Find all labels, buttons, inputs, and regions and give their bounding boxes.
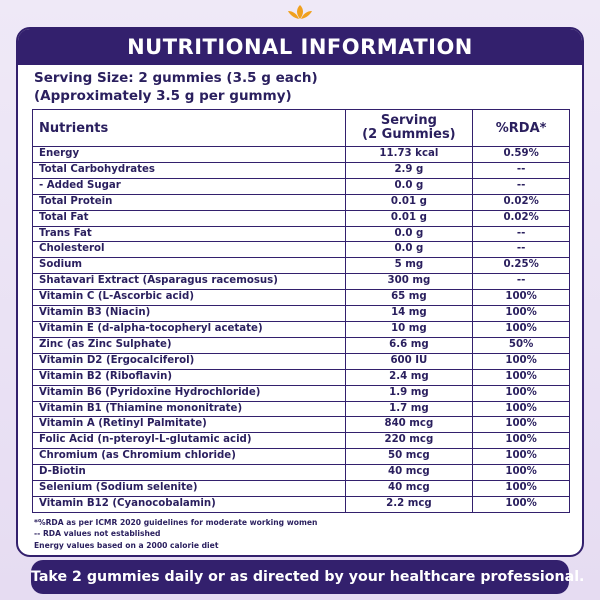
table-row [33,178,570,194]
table-row [33,162,570,178]
rda-value: -- [473,226,570,242]
nutrient-name: Vitamin B3 (Niacin) [33,306,346,322]
table-row [33,242,570,258]
header-serving [345,110,473,147]
serving-size-line: Serving Size: 2 gummies (3.5 g each) [34,70,318,86]
header-rda: %RDA* [473,110,570,147]
serving-value: 0.0 g [345,226,473,242]
table-row [33,449,570,465]
serving-value: 14 mg [345,306,473,322]
dosage-banner: Take 2 gummies daily or as directed by your healthcare professional. [31,560,569,594]
nutrient-name: Folic Acid (n-pteroyl-L-glutamic acid) [33,433,346,449]
serving-value: 1.7 mg [345,401,473,417]
nutrient-name: Trans Fat [33,226,346,242]
rda-value: 0.25% [473,258,570,274]
nutrient-name: Cholesterol [33,242,346,258]
table-row [33,226,570,242]
nutrient-name: Vitamin D2 (Ergocalciferol) [33,353,346,369]
leaf-sprig-icon [286,4,314,20]
nutrition-panel [16,27,584,557]
serving-value: 40 mcg [345,465,473,481]
header-serving-line2: (2 Gummies) [362,127,456,142]
rda-value: -- [473,162,570,178]
rda-value: -- [473,274,570,290]
rda-value: 100% [473,433,570,449]
rda-value: -- [473,242,570,258]
table-header-row [33,110,570,147]
footnote-not-established: -- RDA values not established [34,529,161,539]
rda-value: 100% [473,465,570,481]
table-row [33,337,570,353]
nutrient-name: Vitamin E (d-alpha-tocopheryl acetate) [33,321,346,337]
table-row [33,401,570,417]
footnote-energy: Energy values based on a 2000 calorie diet [34,540,219,550]
nutrient-name: D-Biotin [33,465,346,481]
table-row [33,290,570,306]
rda-value: 100% [473,496,570,512]
table-row [33,465,570,481]
nutrient-name: Chromium (as Chromium chloride) [33,449,346,465]
footnote-rda: *%RDA as per ICMR 2020 guidelines for moderate working women [34,517,318,527]
serving-value: 10 mg [345,321,473,337]
serving-value: 40 mcg [345,481,473,497]
serving-value: 840 mcg [345,417,473,433]
serving-value: 1.9 mg [345,385,473,401]
serving-value: 300 mg [345,274,473,290]
serving-info [18,65,582,109]
rda-value: 100% [473,385,570,401]
rda-value: 100% [473,481,570,497]
nutrition-table [32,109,570,513]
rda-value: 100% [473,353,570,369]
serving-value: 600 IU [345,353,473,369]
serving-value: 0.0 g [345,242,473,258]
nutrient-name: Selenium (Sodium selenite) [33,481,346,497]
serving-value: 2.4 mg [345,369,473,385]
rda-value: 50% [473,337,570,353]
table-row [33,481,570,497]
nutrient-name: Shatavari Extract (Asparagus racemosus) [33,274,346,290]
serving-value: 220 mcg [345,433,473,449]
rda-value: 100% [473,321,570,337]
table-row [33,433,570,449]
nutrient-name: Energy [33,147,346,163]
header-serving-line1: Serving [380,113,437,128]
rda-value: 0.02% [473,210,570,226]
table-row [33,194,570,210]
serving-value: 0.01 g [345,194,473,210]
table-row [33,417,570,433]
nutrient-name: Zinc (as Zinc Sulphate) [33,337,346,353]
table-row [33,306,570,322]
rda-value: 100% [473,449,570,465]
nutrient-name: Total Protein [33,194,346,210]
rda-value: -- [473,178,570,194]
table-row [33,385,570,401]
serving-value: 6.6 mg [345,337,473,353]
table-row [33,321,570,337]
serving-value: 65 mg [345,290,473,306]
nutrient-name: Vitamin A (Retinyl Palmitate) [33,417,346,433]
table-row [33,496,570,512]
rda-value: 0.02% [473,194,570,210]
nutrient-name: Vitamin B1 (Thiamine mononitrate) [33,401,346,417]
serving-value: 0.0 g [345,178,473,194]
rda-value: 100% [473,306,570,322]
nutrient-name: - Added Sugar [33,178,346,194]
nutrient-name: Vitamin B12 (Cyanocobalamin) [33,496,346,512]
serving-value: 2.2 mcg [345,496,473,512]
nutrient-name: Total Carbohydrates [33,162,346,178]
table-row [33,369,570,385]
nutrient-name: Vitamin C (L-Ascorbic acid) [33,290,346,306]
serving-approx-line: (Approximately 3.5 g per gummy) [34,88,292,104]
footnotes [18,513,582,552]
rda-value: 100% [473,369,570,385]
serving-value: 0.01 g [345,210,473,226]
serving-value: 11.73 kcal [345,147,473,163]
rda-value: 100% [473,417,570,433]
table-row [33,353,570,369]
serving-value: 5 mg [345,258,473,274]
table-row [33,274,570,290]
rda-value: 100% [473,290,570,306]
table-row [33,210,570,226]
panel-title: NUTRITIONAL INFORMATION [18,29,582,65]
header-nutrients: Nutrients [33,110,346,147]
table-row [33,258,570,274]
nutrient-name: Sodium [33,258,346,274]
nutrient-name: Vitamin B6 (Pyridoxine Hydrochloride) [33,385,346,401]
nutrient-name: Vitamin B2 (Riboflavin) [33,369,346,385]
rda-value: 100% [473,401,570,417]
nutrient-name: Total Fat [33,210,346,226]
table-row [33,147,570,163]
rda-value: 0.59% [473,147,570,163]
serving-value: 2.9 g [345,162,473,178]
serving-value: 50 mcg [345,449,473,465]
